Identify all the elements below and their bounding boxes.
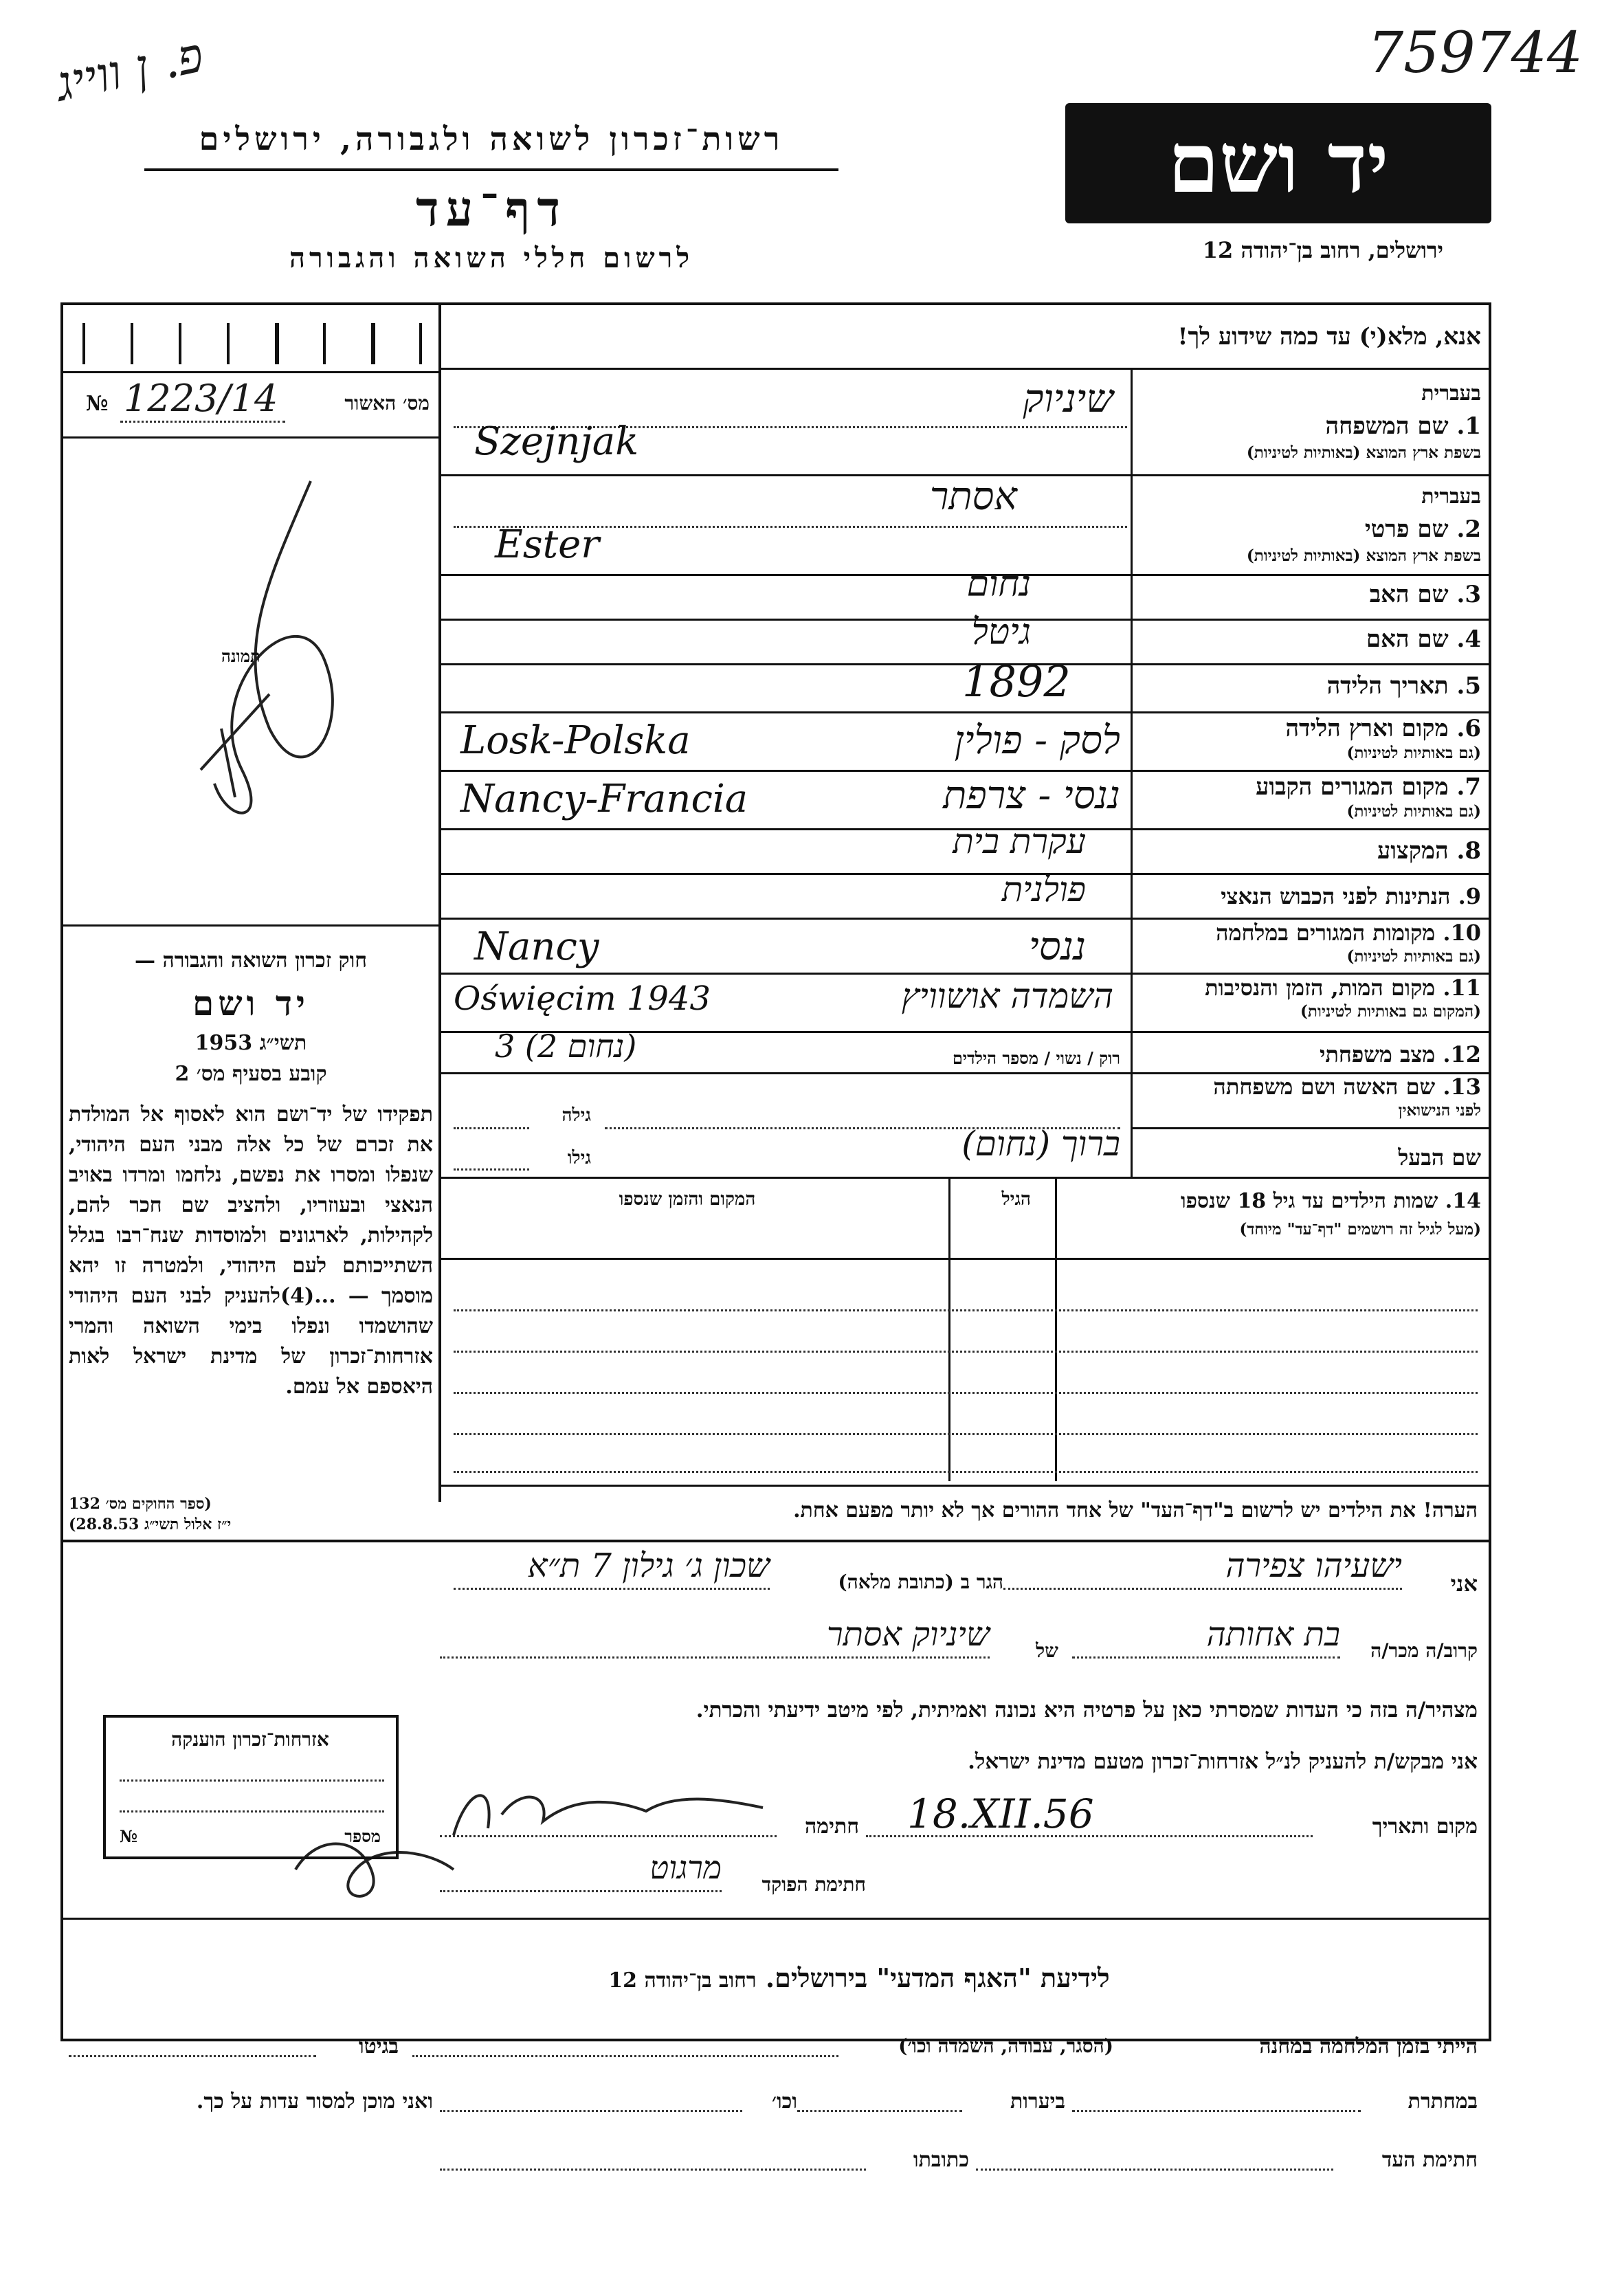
- approval-symbol: №: [86, 392, 109, 416]
- citizenship-box: [103, 1715, 399, 1859]
- field-1-hebrew: שיניוק: [1023, 377, 1113, 421]
- field-7-latin: Nancy-Francia: [460, 777, 748, 821]
- field-4-label: [1141, 625, 1481, 653]
- lower-line1-b: (הסגר, עבודה, השמדה וכו׳): [898, 2034, 1113, 2057]
- field-10-title: מקומות המגורים במלחמה: [1216, 920, 1436, 946]
- field-12-title: מצב משפחתי: [1320, 1041, 1436, 1067]
- corner-handwriting: פ. ן ווייג: [50, 26, 208, 113]
- law-title: חוק זכרון השואה והגבורה —: [135, 949, 367, 973]
- field-2-label: [1141, 515, 1481, 543]
- field-5-title: תאריך הלידה: [1326, 672, 1449, 700]
- field-6-hebrew: לסק - פולין: [954, 718, 1120, 763]
- field-1-title: שם המשפחה: [1325, 412, 1449, 440]
- field-2-sub: בשפת ארץ המוצא (באותיות לטיניות): [1246, 546, 1481, 565]
- field-11-sub: (המקום גם באותיות לטיניות): [1300, 1002, 1481, 1021]
- children-num: 14.: [1445, 1189, 1481, 1213]
- field-9-label: [1141, 883, 1481, 909]
- citizenship-number-label: מספר: [344, 1826, 381, 1846]
- field-1-num: 1.: [1456, 412, 1481, 440]
- decl-of-name: שיניוק אסתר: [827, 1615, 990, 1654]
- lower-line2-c: וכו׳: [772, 2089, 797, 2114]
- law-ref-1: (ספר החוקים מס׳ 132: [69, 1495, 212, 1513]
- field-5-label: [1141, 672, 1481, 700]
- field-12-label: [1141, 1041, 1481, 1067]
- field-13-num: 13.: [1443, 1074, 1481, 1100]
- field-11-num: 11.: [1443, 975, 1481, 1001]
- decl-i-label: אני: [1450, 1571, 1478, 1597]
- field-2-num: 2.: [1456, 515, 1481, 543]
- field-5-num: 5.: [1456, 672, 1481, 700]
- law-text: תפקידו של יד־ושם הוא לאסוף אל המולדת את זכרם של כל אלה מבני העם היהודי, שנפלו ומסרו את נפשם, נלחמו ומרדו באויב הנאצי ובעוזריו, ולהציב שם חכר להם, לקהילות, לארגונים ולמוסדות שנח־רבו בגלל השתייכותם לעם היהודי, ולמטרה זו יהא מוסמך — ...(4)להעניק לבני העם היהודי שהושמדו ונפלו בימי השואה והמרי אזרחות־זכרון של מדינת ישראל לאות היאספם אל עמם.: [69, 1102, 433, 1399]
- field-8-value: עקרת בית: [953, 821, 1086, 861]
- field-11-latin: Oświęcim 1943: [454, 979, 711, 1018]
- field-6-latin: Losk-Polska: [460, 718, 691, 763]
- field-6-num: 6.: [1456, 715, 1481, 742]
- decl-date: 18.XII.56: [907, 1790, 1094, 1837]
- field-10-sub: (גם באותיות לטיניות): [1346, 947, 1481, 966]
- field-9-num: 9.: [1458, 883, 1481, 909]
- decl-lives-label: הגר ב (כתובת מלאה): [838, 1571, 1003, 1593]
- children-label: [1058, 1189, 1481, 1213]
- note: הערה! את הילדים יש לרשום ב"דף־העד" של אחד ההורים אך לא יותר מפעם אחת.: [793, 1498, 1478, 1522]
- field-10-label: [1141, 920, 1481, 946]
- approval-label: מס׳ האשור: [344, 392, 430, 414]
- decl-text-2: אני מבקש/ת להעניק לנ״ל אזרחות־זכרון מטעם מדינת ישראל.: [968, 1749, 1478, 1774]
- lower-line3-b: כתובתו: [913, 2148, 969, 2172]
- field-7-hebrew: ננסי - צרפת: [943, 773, 1120, 818]
- lower-line1-a: הייתי בזמן המלחמה במחנה: [1259, 2034, 1478, 2059]
- field-11-label: [1141, 975, 1481, 1001]
- form-title: דף־עד: [415, 180, 567, 237]
- field-10-num: 10.: [1443, 920, 1481, 946]
- field-10-latin: Nancy: [474, 924, 599, 969]
- citizenship-number-symbol: №: [120, 1826, 138, 1846]
- field-3-num: 3.: [1456, 581, 1481, 608]
- field-7-title: מקום המגורים הקבוע: [1256, 773, 1449, 801]
- field-2-latin: Ester: [495, 522, 600, 567]
- photo-signature-scribble: [63, 440, 437, 921]
- husband-label: שם הבעל: [1398, 1144, 1481, 1171]
- decl-officer-name: מרגוט: [649, 1849, 722, 1886]
- law-ref-2: י״ז אלול תשי״ג 28.8.53): [69, 1516, 232, 1533]
- field-8-title: המקצוע: [1377, 837, 1449, 865]
- children-col-place: המקום והזמן שנספו: [619, 1189, 756, 1210]
- declarant-signature: [440, 1773, 783, 1849]
- field-13-title: שם האשה ושם משפחתה: [1213, 1074, 1436, 1100]
- decl-text-1: מצהיר/ה בזה כי העדות שמסרתי כאן על פרטיה היא נכונה ואמיתית, לפי מיטב ידיעתי והכרתי.: [696, 1698, 1478, 1722]
- field-7-sub: (גם באותיות לטיניות): [1346, 802, 1481, 821]
- field-7-num: 7.: [1456, 773, 1481, 801]
- citizenship-title: אזרחות־זכרון הוענקה: [171, 1728, 329, 1751]
- field-3-value: נחום: [966, 564, 1031, 605]
- authority-line: רשות־זכרון לשואה ולגבורה, ירושלים: [199, 120, 784, 157]
- stamp-number: 759744: [1368, 21, 1583, 86]
- field-4-value: גיטל: [971, 612, 1031, 653]
- form-subtitle: לרשום חללי השואה והגבורה: [289, 242, 694, 274]
- field-11-title: מקום המות, הזמן והנסיבות: [1205, 975, 1436, 1001]
- decl-of-label: של: [1036, 1639, 1058, 1662]
- address: ירושלים, רחוב בן־יהודה 12: [1202, 237, 1443, 263]
- field-3-label: [1141, 581, 1481, 608]
- decl-officer-label: חתימת הפוקד: [761, 1873, 866, 1896]
- law-name: יד ושם: [192, 983, 309, 1023]
- decl-relation-label: קרוב/ה מכר/ה: [1370, 1639, 1478, 1662]
- photo-label: תמונה: [221, 646, 260, 666]
- field-10-hebrew: ננסי: [1029, 924, 1086, 969]
- field-2-hebrew: אסתר: [929, 474, 1017, 519]
- lower-line2-d: ואני מוכן למסור עדות על כך.: [196, 2089, 433, 2114]
- decl-name: ישעיהו צפירה: [1225, 1546, 1402, 1585]
- decl-address: שכון ג׳ גילון 7 ת״א: [527, 1546, 770, 1585]
- field-13-age-label: גילה: [561, 1105, 591, 1126]
- field-3-title: שם האב: [1369, 581, 1449, 608]
- field-2-title: שם פרטי: [1364, 515, 1449, 543]
- children-title: שמות הילדים עד גיל 18 שנספו: [1180, 1189, 1438, 1213]
- field-8-num: 8.: [1456, 837, 1481, 865]
- field-4-title: שם האם: [1366, 625, 1449, 653]
- children-sub: (מעל לגיל זה רושמים "דף־עד" מיוחד): [1239, 1220, 1481, 1239]
- field-12-options: רוק / נשוי / מספר הילדים: [952, 1048, 1120, 1068]
- field-13-sub: לפני הנישואין: [1398, 1101, 1481, 1120]
- children-col-age: הגיל: [1001, 1189, 1031, 1210]
- field-1-label: [1141, 412, 1481, 440]
- husband-value: ברוך (נחום): [961, 1124, 1120, 1164]
- lower-line2-b: ביערות: [1010, 2089, 1065, 2114]
- decl-place-date-label: מקום ותאריך: [1372, 1815, 1478, 1839]
- photo-area: [63, 440, 437, 921]
- field-8-label: [1141, 837, 1481, 865]
- approval-number: 1223/14: [124, 377, 278, 420]
- field-9-value: פולנית: [1001, 869, 1086, 909]
- field-12-value: 3 (2 נחום): [495, 1028, 637, 1065]
- yad-vashem-logo: [1065, 103, 1491, 223]
- field-1-lang: בעברית: [1421, 381, 1481, 406]
- decl-signature-label: חתימה: [805, 1815, 859, 1839]
- logo-text: יד ושם: [1168, 115, 1389, 212]
- field-6-title: מקום וארץ הלידה: [1285, 715, 1449, 742]
- law-year: תשי״ג 1953: [194, 1031, 307, 1055]
- field-9-title: הנתינות לפני הכבוש הנאצי: [1221, 883, 1451, 909]
- husband-age-label: גילו: [567, 1148, 591, 1168]
- field-5-value: 1892: [962, 656, 1071, 707]
- lower-title-text: לידיעת "האגף המדעי" בירושלים.: [765, 1962, 1110, 1993]
- field-4-num: 4.: [1456, 625, 1481, 653]
- field-11-hebrew: השמדה אושוויץ: [901, 976, 1113, 1016]
- decl-relation: בת אחותה: [1206, 1615, 1340, 1654]
- field-6-label: [1141, 715, 1481, 742]
- field-12-num: 12.: [1443, 1041, 1481, 1067]
- lower-line3-a: חתימת העד: [1381, 2148, 1478, 2172]
- lower-title: [481, 1962, 1237, 1994]
- barcode-area: [82, 323, 426, 364]
- please-fill: אנא, מלא(י) עד כמה שידוע לך!: [1177, 323, 1481, 351]
- lower-line2-a: במחתרת: [1408, 2089, 1478, 2114]
- field-2-lang: בעברית: [1421, 485, 1481, 509]
- lower-address: רחוב בן־יהודה 12: [608, 1969, 757, 1993]
- field-1-latin: Szejnjak: [474, 419, 639, 464]
- field-7-label: [1141, 773, 1481, 801]
- law-section: קובע בסעיף מס׳ 2: [175, 1062, 327, 1086]
- field-1-sub: בשפת ארץ המוצא (באותיות לטיניות): [1246, 443, 1481, 462]
- lower-line1-c: בגיטו: [358, 2034, 399, 2059]
- field-6-sub: (גם באותיות לטיניות): [1346, 744, 1481, 762]
- field-13-label: [1141, 1074, 1481, 1100]
